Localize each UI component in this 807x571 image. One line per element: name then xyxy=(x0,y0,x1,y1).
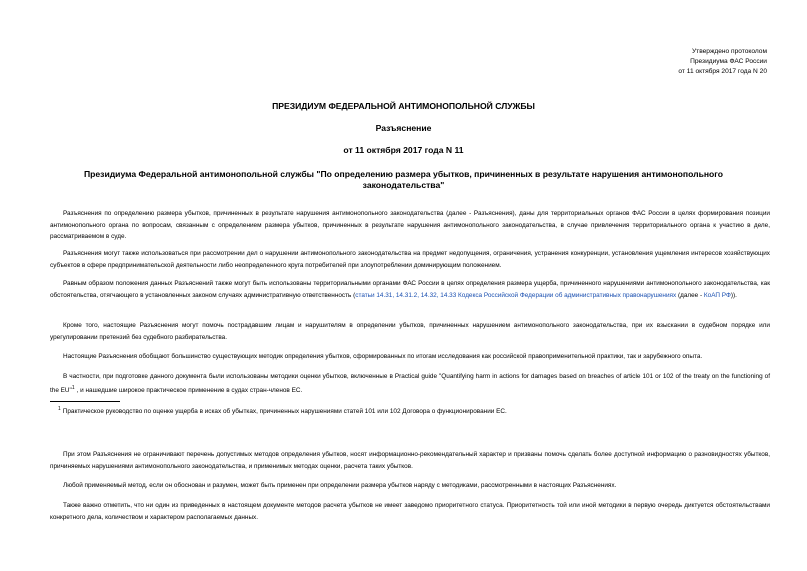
paragraph-7: При этом Разъяснения не ограничивают перечень допустимых методов определения убытков, носят информационно-рекомендательный характер и призваны помочь сделать более доступной информацию о разновидностях убытков, причиняемых нарушениями антимонопольного законодательства, и применимых методах оценки, расчета таких убытков. xyxy=(50,451,770,470)
paragraph-2: Разъяснения могут также использоваться при рассмотрении дел о нарушении антимонопольного законодательства на предмет недопущения, ограничения, устранения конкуренции, установления ущемления интересов хозяйствующих субъектов в сфере предпринимательской деятельности либо неопределенного круга потребителей при злоупотреблении доминирующим положением. xyxy=(50,250,770,269)
approval-stamp xyxy=(678,47,767,77)
paragraph-1: Разъяснения по определению размера убытков, причиненных в результате нарушения антимонопольного законодательства (далее - Разъяснения), даны для территориальных органов ФАС России в целях формирования позиции антимонопольного органа по вопросам, связанным с определением размера убытков, причиненных в результате нарушения антимонопольного законодательства, в случае привлечения территориального органа к участию в деле, рассматриваемом в суде. xyxy=(50,210,770,240)
approval-line-2: Президиума ФАС России xyxy=(690,58,767,65)
footnote-mark: 1 xyxy=(58,406,61,412)
footnote-text: Практическое руководство по оценке ущерба в исках об убытках, причиненных нарушениями статей 101 или 102 Договора о функционировании ЕС. xyxy=(62,408,507,416)
koap-articles-link[interactable]: статьи 14.31, 14.31.2, 14.32, 14.33 Кодекса Российской Федерации об административных правонарушениях xyxy=(355,291,677,299)
footnote-reference[interactable]: 1 xyxy=(71,384,75,391)
footnote xyxy=(58,404,507,417)
paragraph-6-text: В частности, при подготовке данного документа были использованы методики оценки убытков, включенные в Practical guide "Quantifying harm in actions for damages based on breaches of article 101 or 102 of the treaty on the functioning of the EU" xyxy=(50,373,770,394)
approval-line-3: от 11 октября 2017 года N 20 xyxy=(678,68,767,75)
paragraph-6-end: , и нашедшие широкое практическое применение в судах стран-членов ЕС. xyxy=(76,386,303,394)
document-long-title: Президиума Федеральной антимонопольной службы "По определению размера убытков, причиненных в результате нарушения антимонопольного законодательства" xyxy=(83,169,724,190)
paragraph-9: Также важно отметить, что ни один из приведенных в настоящем документе методов расчета убытков не имеет заведомо приоритетного статуса. Приоритетность той или иной методики в первую очередь диктуется обстоятельствами конкретного дела, количеством и характером располагаемых данных. xyxy=(50,502,770,521)
footnote-divider xyxy=(50,401,120,402)
paragraph-3-text: Равным образом положения данных Разъяснений также могут быть использованы территориальными органами ФАС России в целях определения размера ущерба, причиненного нарушениями антимонопольного законодательства, как обстоятельства, отягчающего в установленных законом случаях административную ответственность ( xyxy=(50,280,770,299)
paragraph-8: Любой применяемый метод, если он обоснован и разумен, может быть применен при определении размера убытков наряду с методиками, рассмотренными в настоящих Разъяснениях. xyxy=(63,482,617,489)
document-subtitle: Разъяснение xyxy=(375,123,432,133)
document-title: ПРЕЗИДИУМ ФЕДЕРАЛЬНОЙ АНТИМОНОПОЛЬНОЙ СЛУЖБЫ xyxy=(272,101,535,111)
paragraph-3-mid: (далее - xyxy=(676,291,704,299)
paragraph-3-end: )). xyxy=(730,291,737,299)
paragraph-3 xyxy=(50,278,770,301)
approval-line-1: Утверждено протоколом xyxy=(691,48,767,55)
paragraph-6 xyxy=(50,371,770,396)
document-date: от 11 октября 2017 года N 11 xyxy=(343,145,464,155)
paragraph-5: Настоящие Разъяснения обобщают большинство существующих методик определения убытков, сформированных по итогам исследования как российской правоприменительной практики, так и зарубежного опыта. xyxy=(63,353,703,360)
paragraph-4: Кроме того, настоящие Разъяснения могут помочь пострадавшим лицам и нарушителям в определении убытков, причиненных нарушением антимонопольного законодательства, при их взыскании в судебном порядке или урегулировании претензий без судебного разбирательства. xyxy=(50,322,770,341)
koap-link[interactable]: КоАП РФ xyxy=(703,291,731,299)
